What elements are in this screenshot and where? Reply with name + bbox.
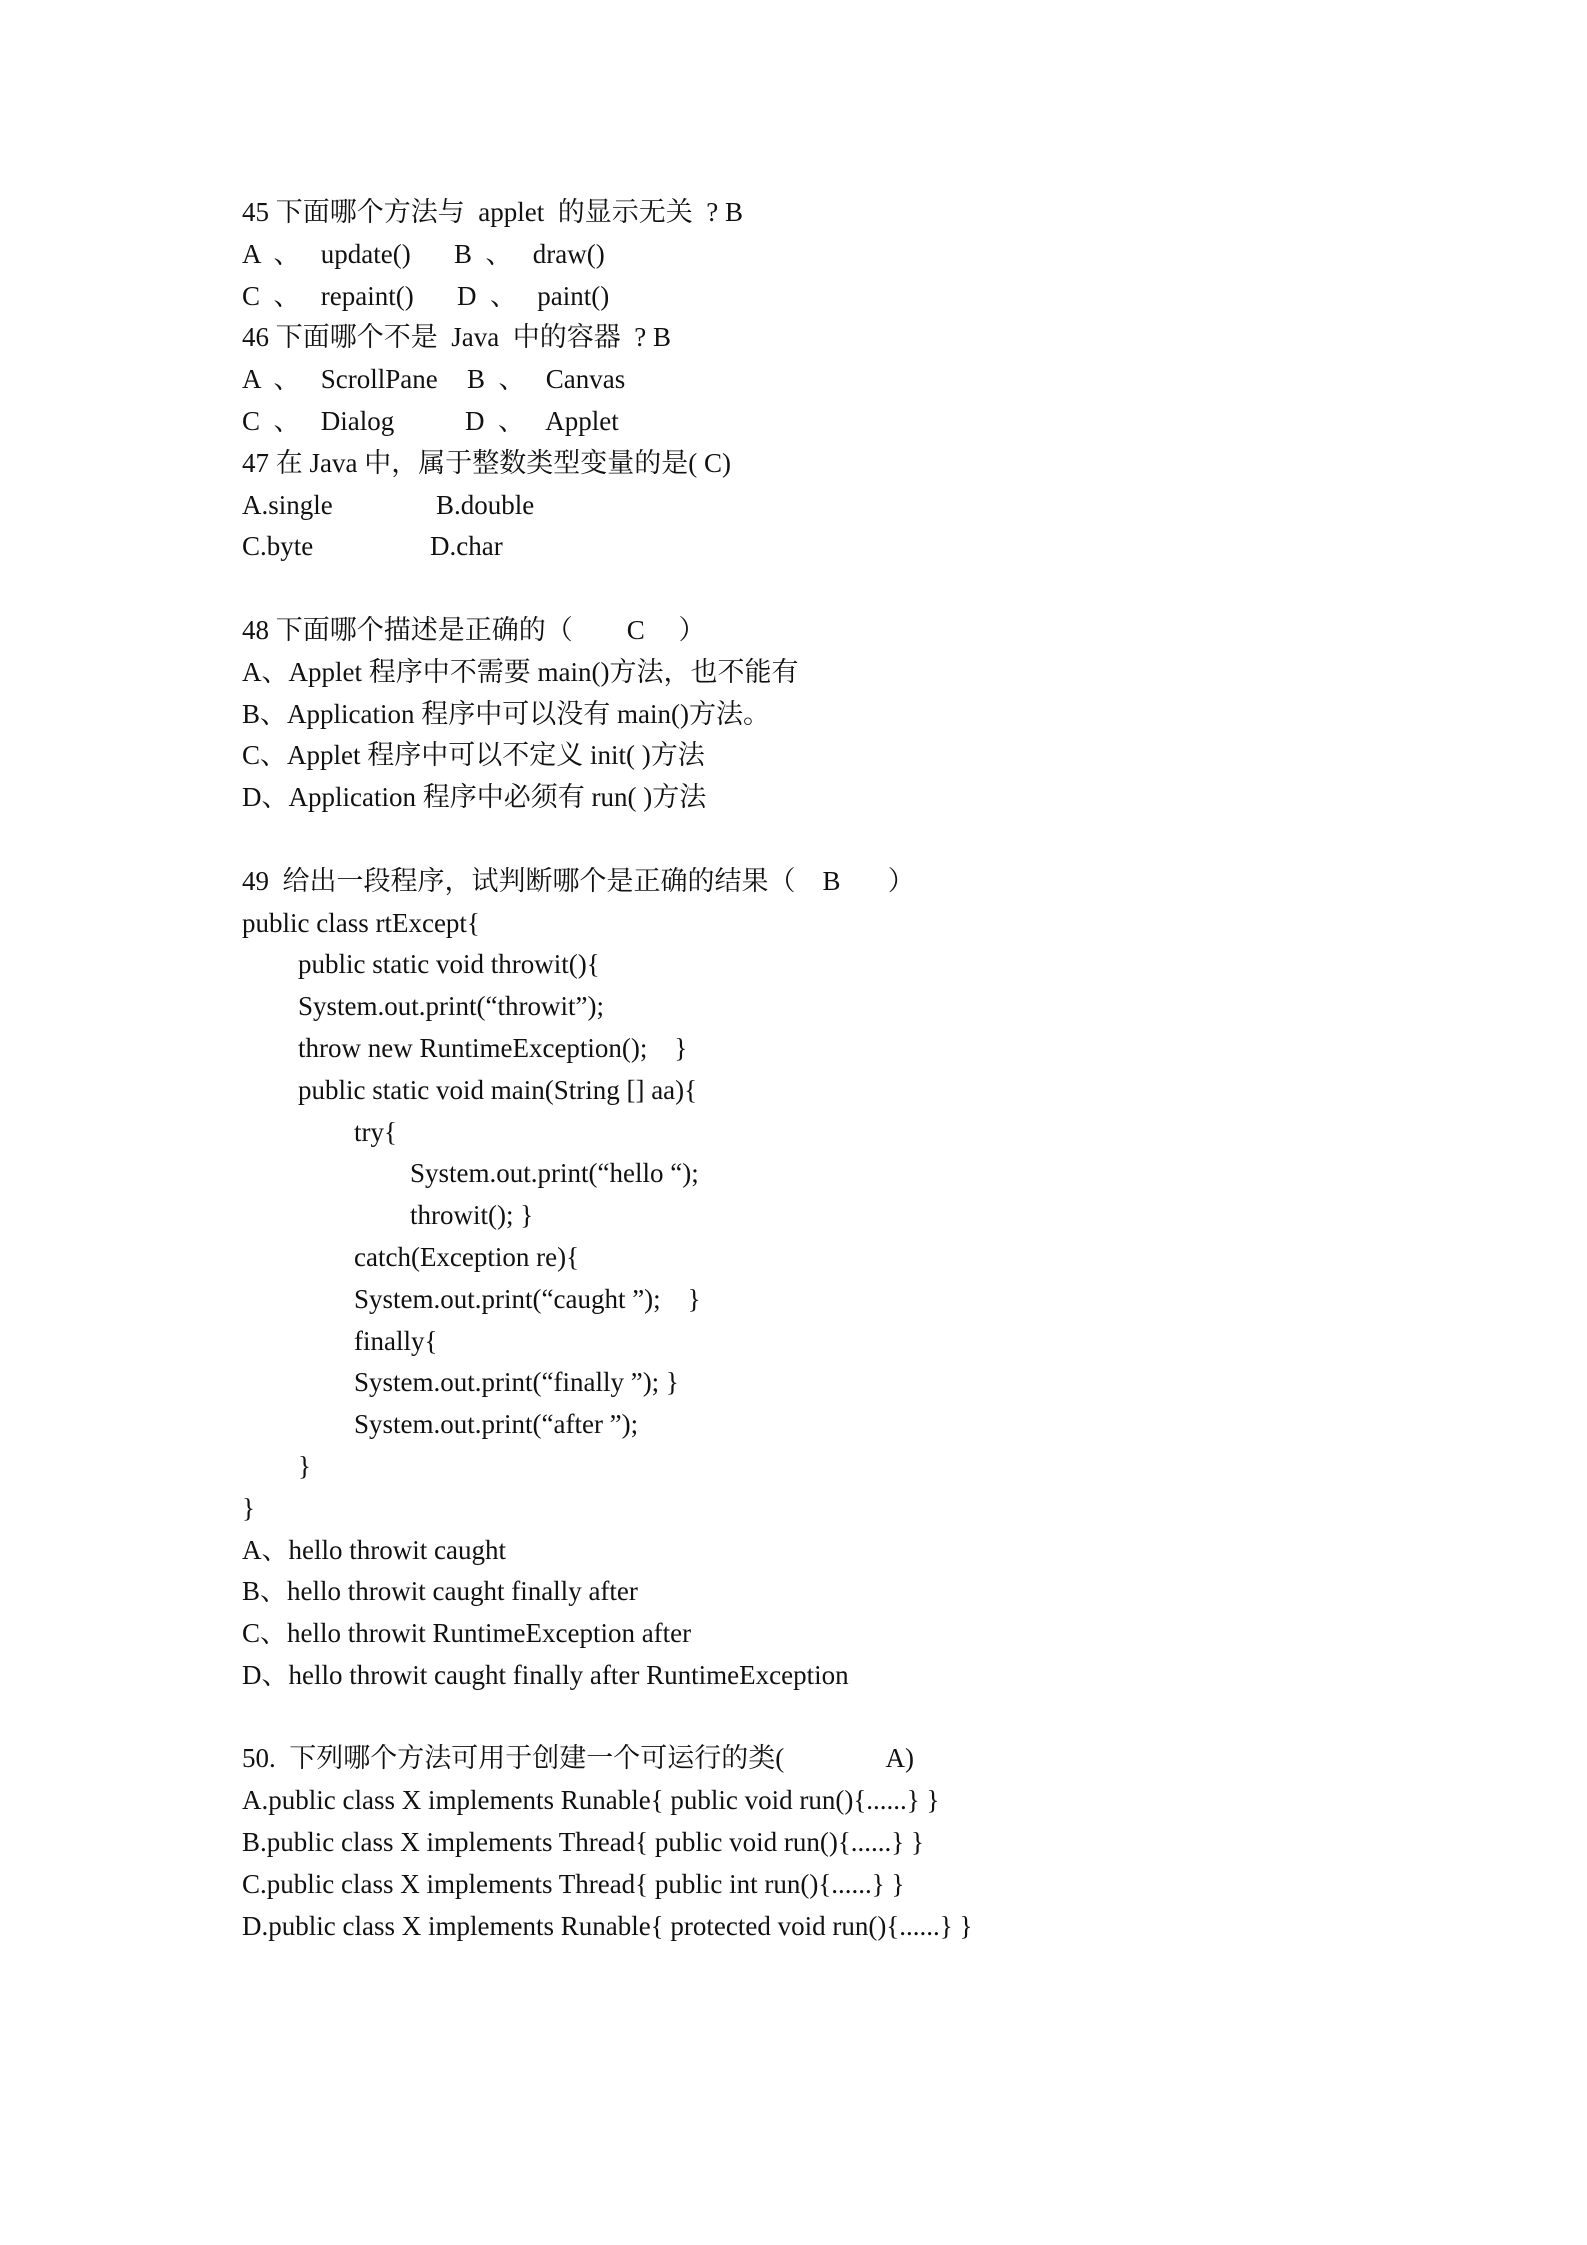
code-line — [242, 986, 972, 1028]
line-text: try{ — [354, 1116, 397, 1147]
line-text: A.public class X implements Runable{ public void run(){......} } — [242, 1785, 940, 1816]
line-text: 45 下面哪个方法与 applet 的显示无关 ? B — [242, 197, 743, 227]
question-q46 — [242, 317, 972, 442]
option-line — [242, 1864, 972, 1906]
code-line — [242, 1404, 972, 1446]
question-text — [242, 610, 972, 652]
code-line — [242, 1279, 972, 1321]
question-q50 — [242, 1738, 972, 1947]
code-line — [242, 1446, 972, 1488]
option-second-column: B.double — [436, 489, 535, 520]
blank-line — [242, 819, 972, 861]
option-line — [242, 359, 972, 401]
question-text — [242, 1738, 972, 1780]
question-text — [242, 317, 972, 359]
line-text: B、hello throwit caught finally after — [242, 1576, 638, 1607]
line-text: 49 给出一段程序，试判断哪个是正确的结果（ B ） — [242, 865, 915, 896]
line-text: } — [242, 1492, 255, 1523]
option-line — [242, 652, 972, 694]
option-line — [242, 276, 972, 318]
line-text: C、hello throwit RuntimeException after — [242, 1618, 692, 1649]
option-line — [242, 1613, 972, 1655]
line-text: System.out.print(“finally ”); } — [354, 1367, 679, 1398]
line-text: } — [298, 1450, 311, 1481]
line-text: B.public class X implements Thread{ public void run(){......} } — [242, 1827, 924, 1858]
code-line — [242, 1195, 972, 1237]
question-text — [242, 861, 972, 903]
line-text: A.single — [242, 489, 333, 520]
line-text: catch(Exception re){ — [354, 1241, 580, 1272]
line-text: A 、 ScrollPane — [242, 364, 438, 395]
option-second-column: D.char — [430, 531, 503, 562]
option-line — [242, 1780, 972, 1822]
code-line — [242, 1153, 972, 1195]
option-line — [242, 485, 972, 527]
option-line — [242, 1655, 972, 1697]
line-text: 48 下面哪个描述是正确的（ C ） — [242, 614, 706, 645]
line-text: System.out.print(“after ”); — [354, 1409, 639, 1440]
option-line — [242, 777, 972, 819]
question-q45 — [242, 192, 972, 317]
question-q47 — [242, 443, 972, 610]
line-text: System.out.print(“throwit”); — [298, 991, 604, 1022]
option-line — [242, 234, 972, 276]
line-text: System.out.print(“hello “); — [410, 1158, 699, 1189]
option-line — [242, 526, 972, 568]
code-line — [242, 1070, 972, 1112]
code-line — [242, 944, 972, 986]
question-text — [242, 192, 972, 234]
option-line — [242, 1906, 972, 1948]
line-text: A、Applet 程序中不需要 main()方法，也不能有 — [242, 656, 799, 687]
option-second-column: B 、 Canvas — [467, 364, 626, 395]
line-text: C 、 repaint() — [242, 280, 414, 311]
option-line — [242, 1530, 972, 1572]
line-text: throwit(); } — [410, 1200, 534, 1231]
question-q48 — [242, 610, 972, 861]
option-second-column: D 、 paint() — [457, 280, 610, 311]
document-body — [242, 192, 972, 1947]
option-line — [242, 735, 972, 777]
line-text: D、Application 程序中必须有 run( )方法 — [242, 782, 707, 813]
option-line — [242, 1571, 972, 1613]
code-line — [242, 1237, 972, 1279]
code-line — [242, 1488, 972, 1530]
code-line — [242, 1112, 972, 1154]
option-second-column: D 、 Applet — [465, 405, 619, 436]
line-text: 46 下面哪个不是 Java 中的容器 ? B — [242, 322, 671, 353]
line-text: throw new RuntimeException(); } — [298, 1032, 688, 1063]
line-text: finally{ — [354, 1325, 438, 1356]
option-line — [242, 1822, 972, 1864]
line-text: D、hello throwit caught finally after RuntimeException — [242, 1659, 849, 1690]
code-line — [242, 1028, 972, 1070]
blank-line — [242, 568, 972, 610]
line-text: public static void throwit(){ — [298, 949, 600, 980]
code-line — [242, 903, 972, 945]
code-line — [242, 1362, 972, 1404]
option-line — [242, 694, 972, 736]
line-text: 50. 下列哪个方法可用于创建一个可运行的类( A) — [242, 1743, 914, 1774]
blank-line — [242, 1697, 972, 1739]
code-line — [242, 1321, 972, 1363]
question-text — [242, 443, 972, 485]
line-text: 47 在 Java 中，属于整数类型变量的是( C) — [242, 447, 731, 478]
line-text: C 、 Dialog — [242, 405, 395, 436]
option-second-column: B 、 draw() — [454, 238, 605, 269]
line-text: C.public class X implements Thread{ public int run(){......} } — [242, 1868, 905, 1899]
line-text: C、Applet 程序中可以不定义 init( )方法 — [242, 740, 705, 771]
question-q49 — [242, 861, 972, 1739]
line-text: A、hello throwit caught — [242, 1534, 506, 1565]
line-text: public static void main(String [] aa){ — [298, 1074, 698, 1105]
line-text: C.byte — [242, 531, 314, 562]
line-text: B、Application 程序中可以没有 main()方法。 — [242, 698, 770, 729]
line-text: public class rtExcept{ — [242, 907, 480, 938]
option-line — [242, 401, 972, 443]
line-text: System.out.print(“caught ”); } — [354, 1283, 701, 1314]
line-text: D.public class X implements Runable{ protected void run(){......} } — [242, 1910, 973, 1941]
line-text: A 、 update() — [242, 238, 411, 269]
